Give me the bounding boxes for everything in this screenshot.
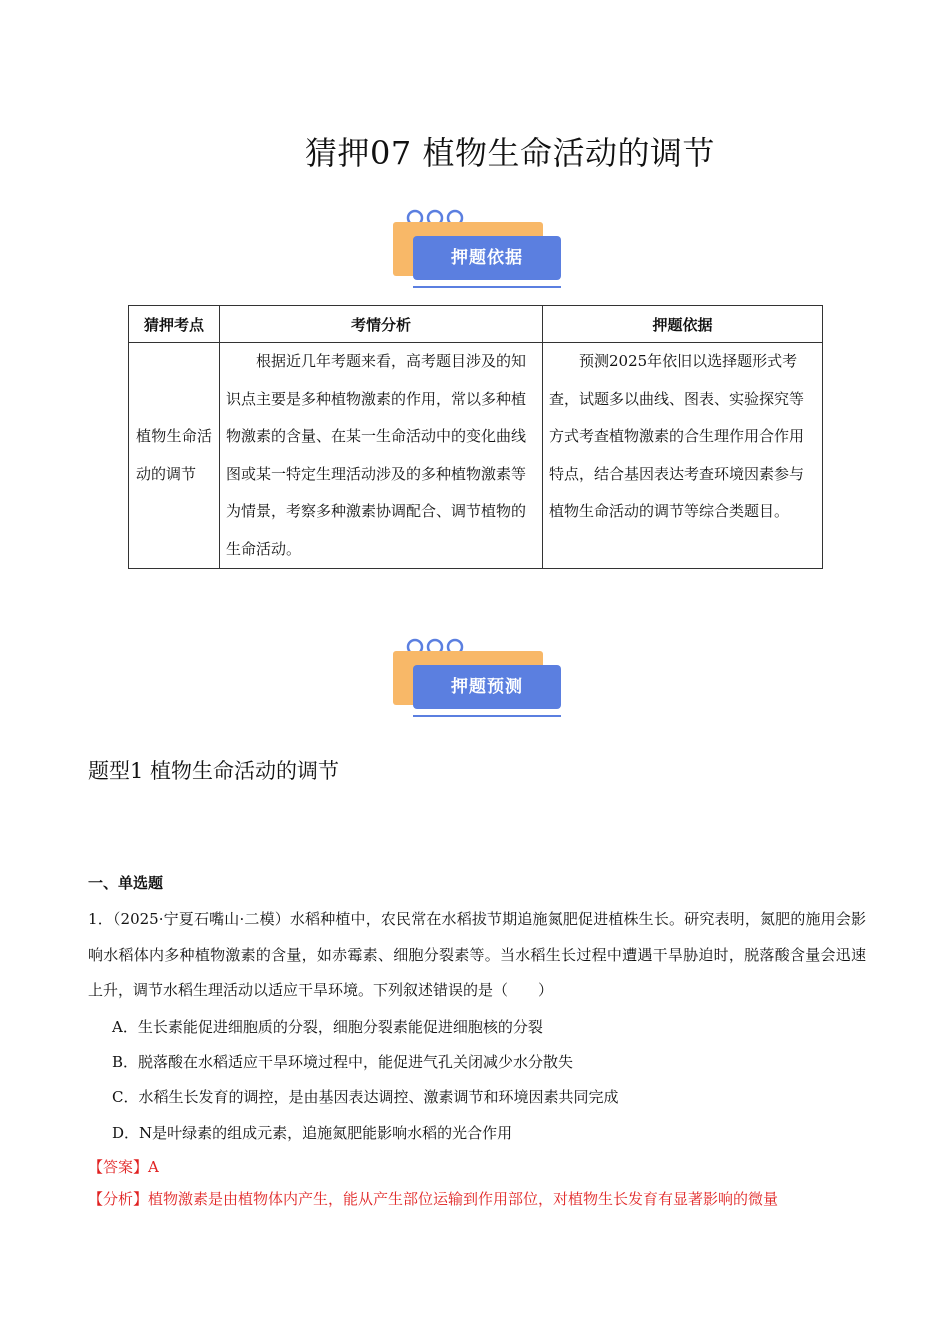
- section-title: 题型1 植物生命活动的调节: [88, 759, 340, 783]
- banner-prediction: [393, 635, 563, 727]
- question-stem: [88, 902, 866, 1009]
- option-c: C．水稻生长发育的调控，是由基因表达调控、激素调节和环境因素共同完成: [112, 1088, 619, 1106]
- answer-line: 【答案】A: [88, 1158, 159, 1176]
- page-title: 猜押07 植物生命活动的调节: [305, 134, 715, 172]
- header-analysis: 考情分析: [220, 306, 543, 343]
- cell-basis: 预测2025年依旧以选择题形式考查，试题多以曲线、图表、实验探究等方式考查植物激素的合生理作用合作用特点，结合基因表达考查环境因素参与植物生命活动的调节等综合类题目。: [543, 343, 823, 569]
- banner-underline: [413, 286, 561, 288]
- cell-point: 植物生命活动的调节: [129, 343, 220, 569]
- cell-analysis: 根据近几年考题来看，高考题目涉及的知识点主要是多种植物激素的作用，常以多种植物激素的含量、在某一生命活动中的变化曲线图或某一特定生理活动涉及的多种植物激素等为情景，考察多种激素协调配合、调节植物的生命活动。: [220, 343, 543, 569]
- question-text: （2025·宁夏石嘴山·二模）水稻种植中，农民常在水稻拔节期追施氮肥促进植株生长。研究表明，氮肥的施用会影响水稻体内多种植物激素的含量，如赤霉素、细胞分裂素等。当水稻生长过程中遭遇干旱胁迫时，脱落酸含量会迅速上升，调节水稻生理活动以适应干旱环境。下列叙述错误的是（ ）: [88, 910, 866, 999]
- banner-front-panel: [413, 665, 561, 709]
- question-type-heading: 一、单选题: [88, 874, 164, 892]
- option-d: D．N是叶绿素的组成元素，追施氮肥能影响水稻的光合作用: [112, 1124, 513, 1142]
- banner-label: 押题预测: [451, 677, 523, 697]
- banner-front-panel: [413, 236, 561, 280]
- question-number: 1．: [88, 910, 113, 928]
- banner-underline: [413, 715, 561, 717]
- banner-label: 押题依据: [451, 248, 523, 268]
- banner-basis: [393, 206, 563, 298]
- header-point: 猜押考点: [129, 306, 220, 343]
- option-b: B．脱落酸在水稻适应干旱环境过程中，能促进气孔关闭减少水分散失: [112, 1053, 574, 1071]
- table-row: [129, 343, 823, 569]
- table-header-row: [129, 306, 823, 343]
- header-basis: 押题依据: [543, 306, 823, 343]
- option-a: A．生长素能促进细胞质的分裂，细胞分裂素能促进细胞核的分裂: [112, 1018, 543, 1036]
- analysis-line: 【分析】植物激素是由植物体内产生，能从产生部位运输到作用部位，对植物生长发育有显著影响的微量: [88, 1190, 779, 1208]
- info-table: [128, 305, 823, 569]
